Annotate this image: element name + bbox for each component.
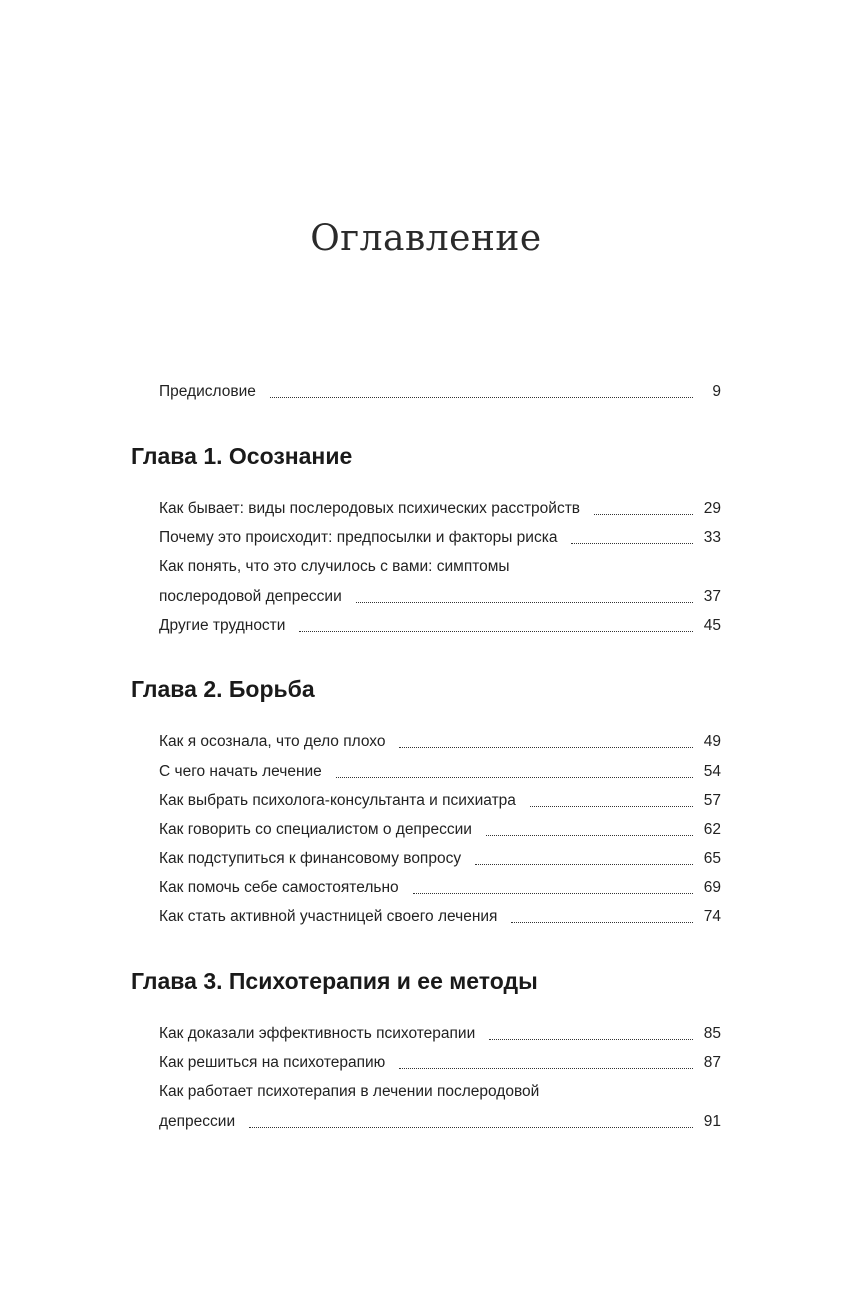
toc-entry-text: послеродовой депрессии	[159, 588, 342, 605]
dot-leader	[249, 1127, 693, 1128]
dot-leader	[399, 1068, 693, 1069]
toc-entry[interactable]	[159, 844, 721, 873]
toc-entry[interactable]	[159, 786, 721, 815]
toc-page-number: 45	[703, 617, 721, 634]
toc-page-number: 69	[703, 879, 721, 896]
toc-entry[interactable]	[159, 815, 721, 844]
toc-entry-text: Как стать активной участницей своего лечения	[159, 908, 498, 925]
toc-entry[interactable]	[159, 1019, 721, 1048]
dot-leader	[413, 893, 693, 894]
dot-leader	[475, 864, 693, 865]
toc-page-number: 62	[703, 821, 721, 838]
toc-entry-preface[interactable]	[159, 377, 721, 406]
dot-leader	[511, 922, 693, 923]
toc-page-number: 29	[703, 500, 721, 517]
chapter-1-heading[interactable]: Глава 1. Осознание	[131, 443, 353, 469]
toc-entry[interactable]	[159, 902, 721, 931]
dot-leader	[270, 397, 693, 398]
dot-leader	[399, 747, 693, 748]
toc-entry-text: Как я осознала, что дело плохо	[159, 733, 386, 750]
toc-entry[interactable]	[159, 727, 721, 756]
toc-page-number: 54	[703, 763, 721, 780]
toc-entry[interactable]	[159, 582, 721, 611]
dot-leader	[336, 777, 693, 778]
toc-page-number: 9	[712, 383, 721, 400]
toc-entry[interactable]	[159, 523, 721, 552]
toc-page-number: 91	[703, 1113, 721, 1130]
toc-entry-text: Как доказали эффективность психотерапии	[159, 1025, 476, 1042]
dot-leader	[486, 835, 693, 836]
toc-page-number: 49	[703, 733, 721, 750]
toc-entry-text: Как выбрать психолога-консультанта и психиатра	[159, 792, 516, 809]
dot-leader	[594, 514, 693, 515]
toc-entry-text: Как говорить со специалистом о депрессии	[159, 821, 472, 838]
toc-page-number: 87	[703, 1054, 721, 1071]
toc-page-number: 37	[703, 588, 721, 605]
toc-entry[interactable]	[159, 1107, 721, 1136]
toc-entry-text: Как бывает: виды послеродовых психических расстройств	[159, 500, 581, 517]
toc-entry[interactable]	[159, 494, 721, 523]
dot-leader	[571, 543, 693, 544]
toc-page-number: 65	[703, 850, 721, 867]
toc-entry-text: Почему это происходит: предпосылки и факторы риска	[159, 529, 558, 546]
page-title: Оглавление	[310, 218, 542, 259]
toc-entry[interactable]	[159, 873, 721, 902]
toc-page-number: 85	[703, 1025, 721, 1042]
dot-leader	[489, 1039, 693, 1040]
toc-page-number: 74	[703, 908, 721, 925]
dot-leader	[356, 602, 693, 603]
chapter-2-heading[interactable]: Глава 2. Борьба	[131, 676, 315, 702]
toc-entry-text: Предисловие	[159, 383, 256, 400]
dot-leader	[530, 806, 693, 807]
toc-entry-line1[interactable]	[159, 1077, 721, 1106]
toc-entry-text: Как решиться на психотерапию	[159, 1054, 386, 1071]
toc-entry-text: Другие трудности	[159, 617, 286, 634]
toc-page-number: 33	[703, 529, 721, 546]
toc-entry-text: Как работает психотерапия в лечении послеродовой	[159, 1083, 540, 1100]
toc-entry-text: Как помочь себе самостоятельно	[159, 879, 399, 896]
dot-leader	[299, 631, 693, 632]
toc-entry[interactable]	[159, 611, 721, 640]
toc-entry[interactable]	[159, 1048, 721, 1077]
chapter-3-heading[interactable]: Глава 3. Психотерапия и ее методы	[131, 968, 538, 994]
toc-entry-text: депрессии	[159, 1113, 236, 1130]
toc-entry[interactable]	[159, 757, 721, 786]
toc-entry-line1[interactable]	[159, 552, 721, 581]
toc-entry-text: Как подступиться к финансовому вопросу	[159, 850, 462, 867]
toc-entry-text: С чего начать лечение	[159, 763, 322, 780]
toc-page-number: 57	[703, 792, 721, 809]
toc-entry-text: Как понять, что это случилось с вами: симптомы	[159, 558, 510, 575]
